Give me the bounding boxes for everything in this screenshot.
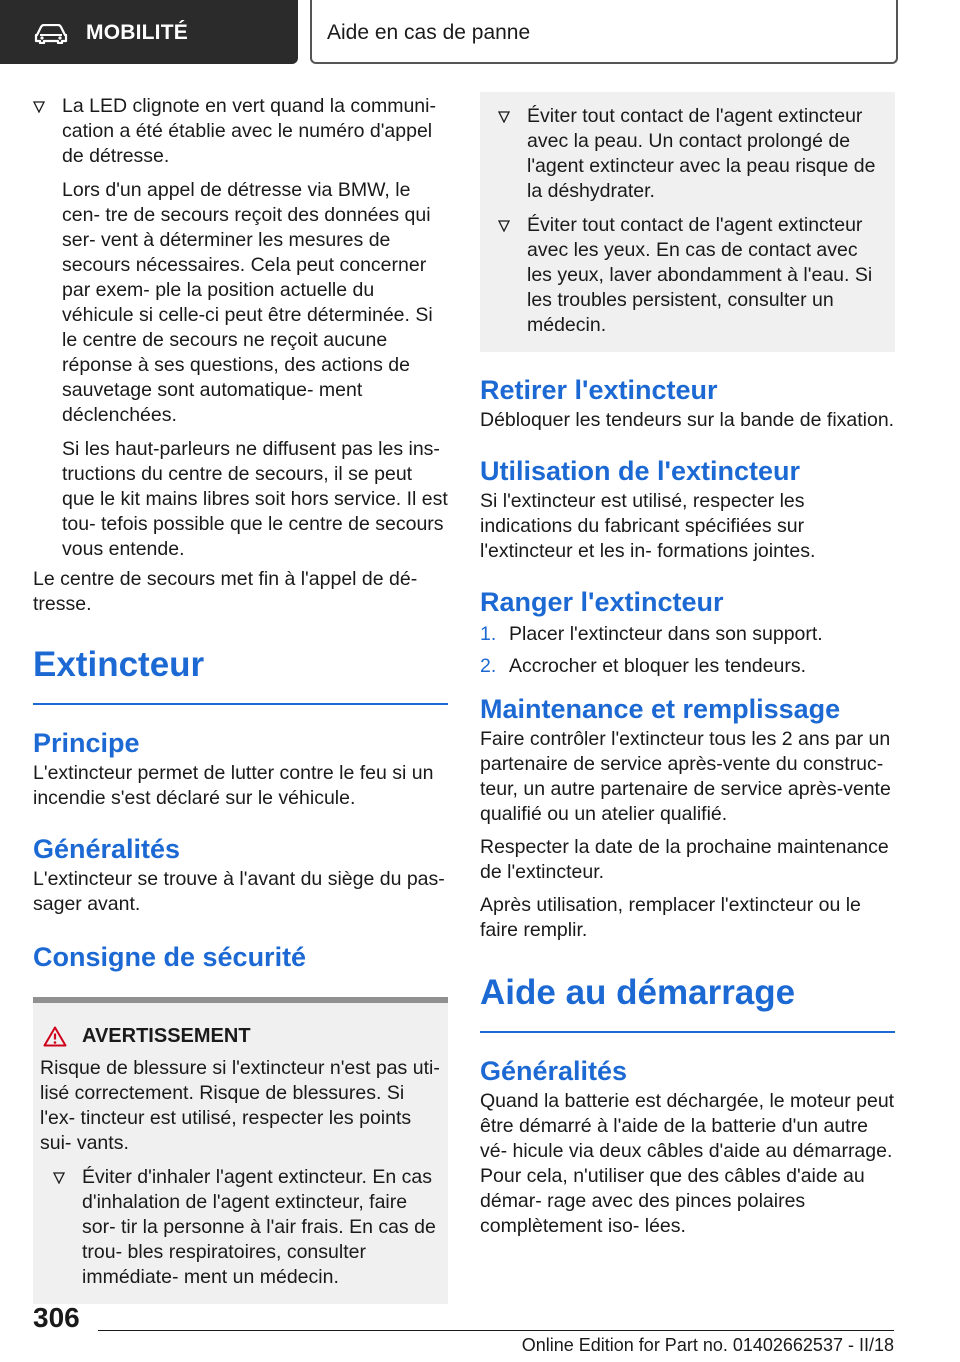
section-label: MOBILITÉ	[86, 21, 188, 44]
step-number: 1.	[480, 623, 497, 645]
step-text: Placer l'extincteur dans son support.	[509, 623, 823, 645]
page-header	[0, 0, 960, 66]
paragraph: L'extincteur permet de lutter contre le feu si un incendie s'est déclaré sur le véhicule.	[33, 762, 434, 809]
heading-divider	[33, 703, 448, 705]
step-number: 2.	[480, 655, 497, 677]
section-tab-mobilite[interactable]	[0, 0, 298, 64]
numbered-list	[480, 622, 895, 679]
heading-divider	[480, 1031, 895, 1033]
paragraph: Faire contrôler l'extincteur tous les 2 ans par un partenaire de service après-vente du construc‐ teur, un autre partenaire de service après-vente qualifié ou un atelier qualifié.	[480, 728, 891, 825]
bullet-item	[498, 104, 883, 204]
paragraph: Respecter la date de la prochaine maintenance de l'extincteur.	[480, 836, 889, 883]
heading-generalites-2: Généralités	[480, 1056, 628, 1086]
step-text: Accrocher et bloquer les tendeurs.	[509, 655, 806, 677]
paragraph: Après utilisation, remplacer l'extincteur ou le faire remplir.	[480, 894, 861, 941]
heading-extincteur: Extincteur	[33, 645, 205, 684]
list-item	[480, 654, 895, 679]
bullet-item	[33, 94, 448, 562]
bullet-text: Lors d'un appel de détresse via BMW, le cen‐ tre de secours reçoit des données qui ser‐ vent à déterminer les mesures de secours nécessaires. Cela peut concerner par exem‐ ple la position actuelle du véhicule si celle-ci peut être déterminée. Si le centre de secours ne reçoit aucune réponse à ses questions, des actions de sauvetage sont automatique‐ ment déclenchées.	[62, 179, 433, 426]
heading-generalites: Généralités	[33, 834, 181, 864]
list-item	[480, 622, 895, 647]
warning-box	[33, 997, 448, 1304]
bullet-item	[498, 213, 883, 338]
heading-consigne: Consigne de sécurité	[33, 942, 307, 972]
edition-text: Online Edition for Part no. 01402662537 - II/18	[521, 1335, 894, 1355]
warning-text: Risque de blessure si l'extincteur n'est pas uti‐ lisé correctement. Risque de blessures. Si l'ex‐ tincteur est utilisé, respecter les points sui‐ vants.	[40, 1057, 440, 1154]
triangle-bullet-icon	[53, 1172, 65, 1184]
triangle-bullet-icon	[498, 220, 510, 232]
bullet-text: Éviter tout contact de l'agent extincteur avec les yeux. En cas de contact avec les yeux, laver abondamment à l'eau. Si les troubles persistent, consulter un médecin.	[527, 214, 873, 336]
bullet-text: Éviter tout contact de l'agent extincteur avec la peau. Un contact prolongé de l'agent extincteur avec la peau risque de la déshydrater.	[527, 105, 876, 202]
paragraph: L'extincteur se trouve à l'avant du siège du pas‐ sager avant.	[33, 868, 445, 915]
bullet-text: Éviter d'inhaler l'agent extincteur. En cas d'inhalation de l'agent extincteur, faire sor‐ tir la personne à l'air frais. En cas de trou‐ bles respiratoires, consulter immédiate‐ ment un médecin.	[82, 1166, 436, 1288]
subsection-label: Aide en cas de panne	[327, 21, 531, 44]
subsection-tab[interactable]	[310, 0, 898, 64]
right-column	[480, 92, 895, 1239]
page-number: 306	[33, 1302, 80, 1333]
footer-divider	[98, 1330, 894, 1331]
heading-principe: Principe	[33, 728, 140, 758]
warning-icon	[43, 1026, 67, 1047]
bullet-text: Si les haut-parleurs ne diffusent pas les ins‐ tructions du centre de secours, il se peut que le kit mains libres soit hors service. Il est tou‐ tefois possible que le centre de secours vous entende.	[62, 438, 448, 560]
car-icon	[33, 24, 69, 44]
heading-ranger: Ranger l'extincteur	[480, 587, 724, 617]
paragraph: Quand la batterie est déchargée, le moteur peut être démarré à l'aide de la batterie d'un autre vé‐ hicule via deux câbles d'aide au démarrage. Pour cela, n'utiliser que des câbles d'aide au démar‐ rage avec des pinces polaires complètement iso‐ lées.	[480, 1090, 895, 1237]
heading-retirer: Retirer l'extincteur	[480, 375, 718, 405]
triangle-bullet-icon	[498, 111, 510, 123]
heading-maintenance: Maintenance et remplissage	[480, 694, 841, 724]
paragraph: Si l'extincteur est utilisé, respecter les indications du fabricant spécifiées sur l'extincteur et les in‐ formations jointes.	[480, 490, 816, 562]
warning-title: AVERTISSEMENT	[82, 1025, 251, 1047]
bullet-item	[53, 1165, 440, 1290]
heading-utilisation: Utilisation de l'extincteur	[480, 456, 800, 486]
warning-continuation-panel	[480, 92, 895, 352]
heading-aide-demarrage: Aide au démarrage	[480, 973, 796, 1012]
left-column	[33, 94, 448, 1304]
bullet-text: La LED clignote en vert quand la communi‐ cation a été établie avec le numéro d'appel de détresse.	[62, 95, 436, 167]
triangle-bullet-icon	[33, 101, 45, 113]
paragraph: Le centre de secours met fin à l'appel de dé‐ tresse.	[33, 568, 418, 615]
paragraph: Débloquer les tendeurs sur la bande de fixation.	[480, 409, 895, 431]
